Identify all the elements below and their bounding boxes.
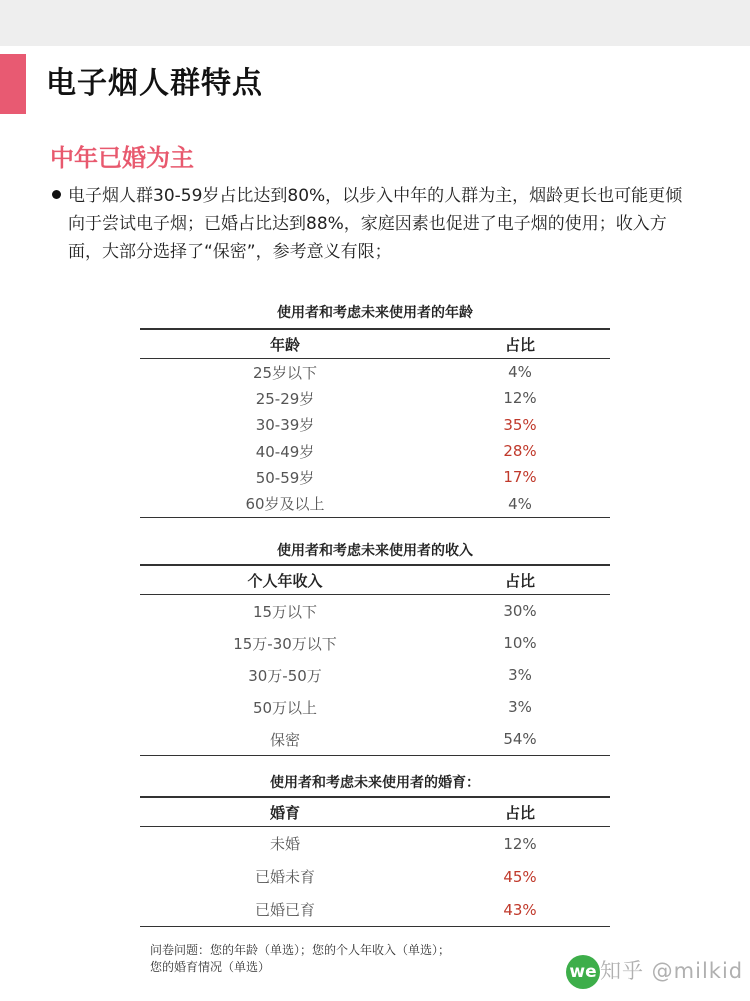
row-value: 4% xyxy=(508,363,532,382)
row-value: 4% xyxy=(430,490,610,517)
title-accent-bar xyxy=(0,54,26,114)
row-label: 保密 xyxy=(140,723,430,756)
row-label: 50万以上 xyxy=(252,698,318,717)
row-label: 40-49岁 xyxy=(255,442,315,461)
logo-mark: we xyxy=(566,955,600,989)
table-header-cell: 婚育 xyxy=(140,797,430,827)
table-row xyxy=(140,893,610,927)
summary-bullet xyxy=(52,182,688,266)
row-label: 已婚未育 xyxy=(254,868,315,886)
income-table-caption: 使用者和考虑未来使用者的收入 xyxy=(277,543,473,559)
section-subtitle: 中年已婚为主 xyxy=(50,144,194,172)
row-value: 43% xyxy=(430,893,610,927)
row-value: 12% xyxy=(503,834,537,853)
row-value: 17% xyxy=(503,468,537,487)
row-label: 25-29岁 xyxy=(255,389,315,408)
table-row xyxy=(140,490,610,517)
table-row xyxy=(140,412,610,438)
row-value: 35% xyxy=(503,415,537,434)
table-row xyxy=(140,723,610,756)
marriage-table-caption: 使用者和考虑未来使用者的婚育： xyxy=(270,775,480,791)
row-value: 3% xyxy=(508,698,532,716)
row-label: 50-59岁 xyxy=(255,468,315,487)
row-value: 3% xyxy=(508,666,532,684)
row-label: 30-39岁 xyxy=(255,416,315,435)
row-label: 15万-30万以下 xyxy=(233,634,337,653)
row-value: 45% xyxy=(503,867,537,886)
table-row xyxy=(140,659,610,691)
row-value: 12% xyxy=(503,389,537,408)
table-header-cell: 占比 xyxy=(430,329,610,359)
table-header-row xyxy=(140,797,610,827)
table-row xyxy=(140,385,610,411)
table-row xyxy=(140,595,610,628)
table-row xyxy=(140,691,610,723)
table-header-cell: 占比 xyxy=(430,565,610,595)
table-header-cell: 个人年收入 xyxy=(140,565,430,595)
table-row xyxy=(140,860,610,893)
watermark: 知乎 @milkid xyxy=(600,959,744,983)
table-row xyxy=(140,438,610,464)
table-row xyxy=(140,627,610,659)
summary-text: 电子烟人群30-59岁占比达到80%，以步入中年的人群为主，烟龄更长也可能更倾向于尝试电子烟；已婚占比达到88%，家庭因素也促进了电子烟的使用；收入方面，大部分选择了“保密”，参考意义有限； xyxy=(68,186,683,262)
footnote-line: 问卷问题：您的年龄（单选）；您的个人年收入（单选）； xyxy=(150,943,451,957)
marriage-table xyxy=(140,796,610,927)
row-label: 30万-50万 xyxy=(248,666,322,685)
top-bar xyxy=(0,0,750,46)
row-value: 54% xyxy=(430,723,610,756)
row-value: 28% xyxy=(503,442,537,461)
table-row xyxy=(140,359,610,386)
row-label: 15万以下 xyxy=(252,602,318,621)
page-title: 电子烟人群特点 xyxy=(46,66,263,101)
row-label: 25岁以下 xyxy=(252,363,318,382)
bullet-icon xyxy=(52,190,61,199)
footnote-line: 您的婚育情况（单选） xyxy=(150,960,271,974)
table-header-row xyxy=(140,329,610,359)
table-header-row xyxy=(140,565,610,595)
row-value: 30% xyxy=(503,602,537,620)
age-table xyxy=(140,328,610,518)
table-row xyxy=(140,827,610,861)
row-label: 未婚 xyxy=(269,835,300,853)
table-header-cell: 占比 xyxy=(430,797,610,827)
survey-footnote xyxy=(150,942,570,976)
income-table xyxy=(140,564,610,756)
age-table-caption: 使用者和考虑未来使用者的年龄 xyxy=(277,305,473,321)
table-header-cell: 年龄 xyxy=(140,329,430,359)
row-label: 60岁及以上 xyxy=(140,490,430,517)
row-label: 已婚已育 xyxy=(140,893,430,927)
table-row xyxy=(140,464,610,490)
row-value: 10% xyxy=(503,634,537,652)
